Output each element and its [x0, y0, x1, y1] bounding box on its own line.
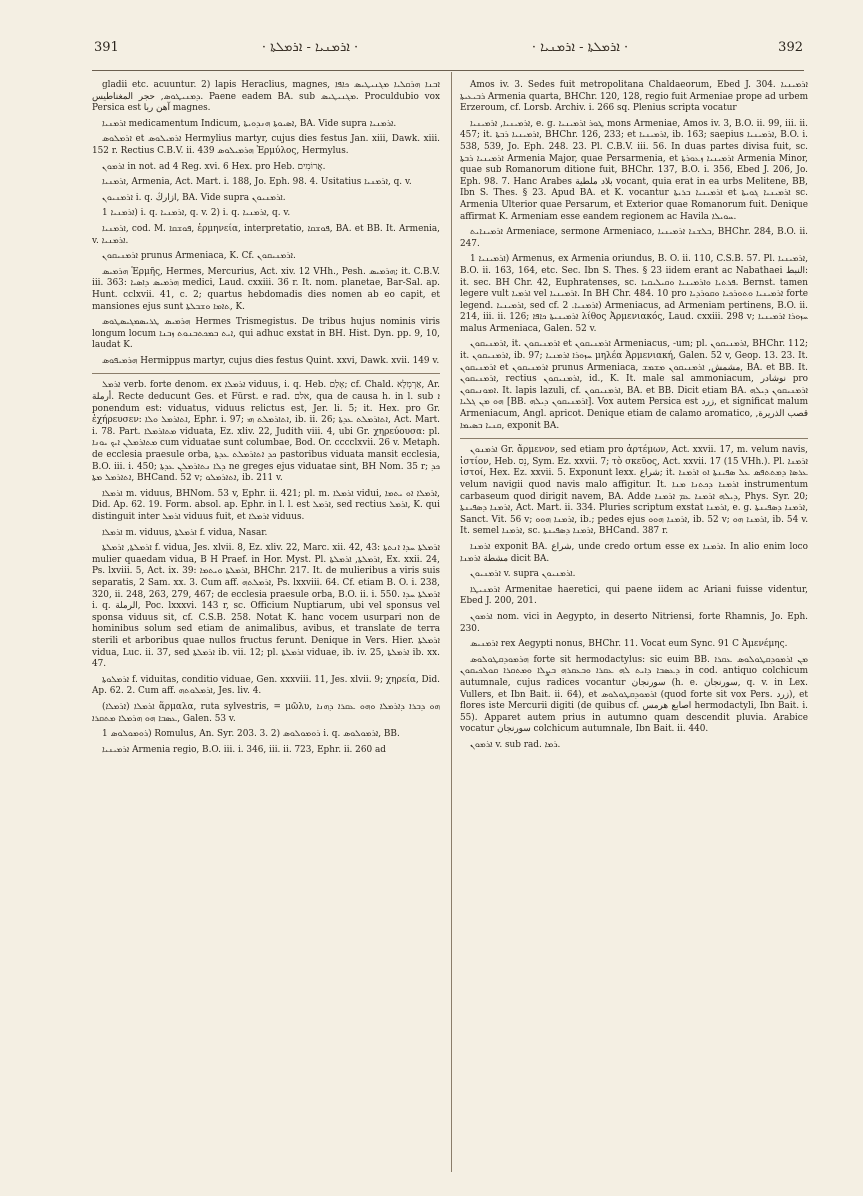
dictionary-entry: ܐܪܡܢܝܐ 1) i. q. ܐܪܡܢܝܐ, q. v. 2) i. q. ܐܪܡܢܝܐ, q. v.	[102, 208, 291, 219]
dictionary-entry: ܐܪܡܘܢ v. sub rad. ܪܡܐ.	[470, 739, 561, 750]
dictionary-entry: ܐܪܡܠ verb. forte denom. ex ܐܪܡܠܐ viduus, i. q. Heb. אָלַם; cf. Chald. אַרְמְלָא, Ar. أرملة. Recte deducunt Ges. et Fürst. e rad. אלם, qua de causa h. in l. sub ܐ ponendum est: viduatus, viduus relictus est, Jer. li. 5; it. Hex. pro Gr. ἐχήρευσεν: ܐܬܐܪܡܠ ܘܠܐ, Ephr. i. 97; ܐܬܐܪܡܠܬ ܗܝ, ib. ii. 26; ܐܬܐܪܡܠܬ ܥܕܬܐ, Act. Mart. i. 78. Part. ܡܬܐܪܡܠܐ viduata, Ez. xliv. 22, Judith viii. 4, ubi Gr. χηρεύουσα: pl. ܡܬܐܪܡܠܢ ܐܝܟ ܝܘܢܐ cum viduatae sunt columbae, Bod. Or. cccclxvii. 26 v. Metaph. de ecclesia praesule orba, ܟܕ ܐܬܐܪܡܠܬ ܥܕܬܐ pastoribus viduata mansit ecclesia, B.O. iii. i. 450; ܕܠܐ ܢܬܐܪܡܠܢ ܥܕܬܐ ne greges ejus viduatae sint, BH Nom. 35 r; ܟܕ ܐܬܐܪܡܠ ܡܬܐ, BHCand. 52 v; ܐܬܐܪܡܠܘ, ib. 211 v.	[92, 380, 441, 484]
page-number-right: 392	[778, 40, 803, 55]
dictionary-entry: ܐܪܡܠܘܬܐ f. viduitas, conditio viduae, Gen. xxxviii. 11, Jes. xlvii. 9; χηρεία, Did. Ap. 62. 2. Cum aff. ܐܪܡܠܘܬܗ, Jes. liv. 4.	[92, 674, 440, 697]
dictionary-entry: ܐܪܡܢܝܐ, Armenia, Act. Mart. i. 188, Jo. Eph. 98. 4. Usitatius ܐܪܡܢܝܐ, q. v.	[102, 177, 412, 188]
dictionary-entry: ܪܘܡܘܠܘܣ 1) Romulus, An. Syr. 203. 3. 2) ܪܘܡܘܠܘܣ i. q. ܐܪܡܘܠܘܣ, BB.	[102, 729, 400, 740]
dictionary-entry: Amos iv. 3. Sedes fuit metropolitana Chaldaeorum, Ebed J. 304. ܐܪܡܝܢܝܐ ܪܒܝܥܝܬܐ Armenia quarta, BHChr. 120, 128, regio fuit Armeniae prope ad urbem Erzeroum, cf. Lorsb. Archiv. i. 266 sq. Plenius scripta vocatur	[460, 80, 808, 114]
dictionary-entry: ܐܪܡܢܝܣ rex Aegypti nonus, BHChr. 11. Vocat eum Sync. 91 C Ἀμενέμης.	[470, 639, 788, 650]
dictionary-entry: ܗܪܡܝܦܘܣ Hermippus martyr, cujus dies festus Quint. xxvi, Dawk. xvii. 149 v.	[102, 355, 440, 366]
dictionary-entry: ܗܪܡܝܣ Ἑρμῆς, Hermes, Mercurius, Act. xiv. 12 VHh., Pesh. ܗܪܡܝܣ; it. C.B.V. iii. 363: ܗܪܡܝܣ ܕܐܣܝܐ medici, Laud. cxxiii. 36 r. It. nom. planetae, Bar-Sal. ap. Hunt. cclxvii. 41, c. 2; quartus hebdomadis dies nomen ab eo capit, et mansiones ejus sunt ܬܐܡܐ ܘܫܒܠܬܐ, K.	[92, 266, 440, 312]
dictionary-entry: ܐܪܡܠܐ (ܐܪܡܠܐ) ἅρμαλα, ruta sylvestris, = μῶλυ, ܗܘ ܕܒܪܐ ܕܐܪܡܠܐ ܘܗܘ ܥܩܪܐ ܕܗܢܐ ܥܣܒܐ ܗܘ ܗܪܡܠܐ ܡܬܩܪܐ, Galen. 53 v.	[92, 701, 440, 724]
dictionary-entry: ܐܪܡܢܝܘܢ v. supra ܐܪܡܢܝܘܢ.	[470, 569, 576, 580]
dictionary-entry: ܐܪܡܠܐ m. viduus, BHNom. 53 v, Ephr. ii. 421; pl. m. ܐܪܡܠܐ vidui, ܐܪܡܠܐ ܐܘ ܝܬܡܐ, Did. Ap. 62. 19. Form. absol. ap. Ephr. in l. l. est ܐܪܡܠ, sed rectius ܐܪܡܠ, K. qui distinguit inter ܐܪܡܠ viduus fuit, et ܐܪܡܠܐ viduus.	[92, 488, 440, 522]
dictionary-entry: ܐܪܡܠܬܐ, ܐܪܡܠܬܐ f. vidua, Jes. xlvii. 8, Ez. xliv. 22, Marc. xii. 42, 43: ܐܪܡܠܬܐ ܚܕܐ ܐܢܬܬܐ mulier quaedam vidua, B H Praef. in Hor. Myst. Pl. ܐܪܡܠܬܐ, ܐܪܡܠܬܐ, Ex. xxii. 24, Ps. lxviii. 5, Act. ix. 39: ܐܪܡܠܬܐ ܘܝܬܡܐ, BHChr. 217. It. de mulieribus a viris suis separatis, 2 Sam. xx. 3. Cum aff. ܐܪܡܠܬܗ, Ps. lxxviii. 64. Cf. etiam B. O. i. 238, 320, ii. 248, 263, 279, 467; de ecclesia praesule orba, B.O. ii. i. 550. ܐܪܡܠܬܐ ܚܕܐ i. q. الرملة, Poc. lxxxvi. 143 r, sc. Officium Nuptiarum, ubi vel sponsus vel sponsa viduus sit, cf. C.S.B. 258. Notat K. hanc vocem usurpari non de hominibus solum sed etiam de animalibus, avibus, et translate de terra sterili et arboribus quae nullos fructus ferunt. Denique in Vers. Hier. ܐܪܡܠܬܐ vidua, Luc. ii. 37, sed ܐܪܡܠܬܐ ib. vii. 12; pl. ܐܪܡܠܬܐ viduae, ib. iv. 25, ܐܪܡܠܬܐ ib. xx. 47.	[92, 543, 441, 670]
right-column	[460, 80, 808, 755]
dictionary-entry: ܐܪܡܢܐ exponit BA. شراع, unde credo ortum esse ex ܐܪܡܢܐ. In alio enim loco مشطة ܐܪܡܢܐ dicit BA.	[460, 541, 808, 564]
dictionary-entry: ܐܪܡܝܢܝܐ, ܐܪܡܝܢܝܐ, e. g. ܛܘܪ ܐܪܡܝܢܝܐ mons Armeniae, Amos iv. 3, B.O. ii. 99, iii. ii. 457; it. ܐܪܡܝܢܝܐ ܪܒܬܐ, BHChr. 126, 233; et ܐܪܡܝܢܝܐ, ib. 163; saepius ܐܪܡܝܢܝܐ, B.O. i. 538, 539, Jo. Eph. 248. 23. Pl. C.B.V. iii. 56. In duas partes divisa fuit, sc. ܐܪܡܝܢܝܐ ܪܒܬܐ Armenia Major, quae Persarmenia, et ܐܪܡܝܢܝܐ ܙܥܘܪܬܐ Armenia Minor, quae sub Romanorum ditione fuit, BHChr. 137, B.O. i. 356, Ebed J. 206, Jo. Eph. 98. 7. Hanc Arabes بلاد ملطية vocant, quia erat in ea urbs Melitene, BB, Ibn S. Thes. § 23. Apud BA. et K. vocantur ܐܪܡܝܢܝܐ ܒܪܝܬܐ et ܐܪܡܝܢܝܐ ܓܘܝܬܐ sc. Armenia Ulterior quae Persarum, et Exterior quae Romanorum fuit. Denique affirmat K. Armeniam esse eandem regionem ac Havila ܚܘܝܠܐ.	[460, 118, 808, 222]
dictionary-entry: ܐܪܡܢܘܢ Gr. ἄρμενον, sed etiam pro ἀρτέμων, Act. xxvii. 17, m. velum navis, ἱστίον, Heb. נֵס, Sym. Ez. xxvii. 7; τὸ σκεῦος, Act. xxvii. 17 (15 VHh.). Pl. ܐܪܡܢܐ ἱστοί, Hex. Ez. xxvii. 5. Exponunt lexx. شراع; it. ܥܪܣܐ ܕܡܬܬܦܣ ܥܠ ܣܦܝܢܬܐ ܐܘ ܐܪܡܢܐ velum navigii quod navis malo affigitur. It. ܐܪܡܢܐ ܕܟܬܢܐ ܡܢܐ instrumentum carbaseum quod dirigit navem, BA. Adde ܕܝܠܗ ܐܪܡܢܐ ܥܡ ܐܪܡܢܐ, Phys. Syr. 20; ܐܪܡܢܐ ܕܣܦܝܢܬܐ, Act. Mart. ii. 334. Pluries scriptum exstat ܐܪܡܢܐ, e. g. ܐܪܡܢܐ ܕܣܦܝܢܬܐ, Sanct. Vit. 56 v; ܐܪܡܢܐ ܗܘܘ, ib.; pedes ejus ܐܪܡܢܐ ܗܘܘ, ib. 52 v; ܐܪܡܢܐ ܗܘ, ib. 54 v. It. semel ܐܪܡܢܐ, sc. ܐܪܡܢܐ ܕܣܦܝܢܬܐ, BHCand. 387 r.	[460, 445, 809, 537]
dictionary-entry: ܐܪܡܢܝܐ medicamentum Indicum, ܐܣܝܘܬܐ ܗܢܕܘܝܬܐ, BA. Vide supra ܐܪܡܢܝܐ.	[102, 118, 397, 129]
dictionary-entry: ܐܪܡܘܢ nom. vici in Aegypto, in deserto Nitriensi, forte Rhamnis, Jo. Eph. 230.	[460, 611, 808, 634]
page-header	[0, 40, 863, 64]
dictionary-entry: ܗܪܡܝܣ ܛܪܝܣܡܓܝܣܛܘܣ Hermes Trismegistus. De tribus hujus nominis viris longum locum ܐܝܬ ܒܡܟܬܒܢܘܬ ܙܒܢܐ, qui adhuc exstat in BH. Hist. Dyn. pp. 9, 10, laudat K.	[92, 317, 441, 351]
dictionary-entry: ܐܪܡܝܢܐܝܬ Armeniace, sermone Armeniaco, ܒܠܫܢܐ ܐܪܡܝܢܝܐ, BHChr. 284, B.O. ii. 247.	[460, 227, 808, 249]
dictionary-entry: ܐܪܡܢܝܩܘܢ prunus Armeniaca, K. Cf. ܐܪܡܢܝܩܘܢ.	[102, 251, 296, 262]
dictionary-entry: ܐܪܡܠܘܣ et ܐܪܡܝܠܘܣ Hermylius martyr, cujus dies festus Jan. xiii, Dawk. xiii. 152 r. Rectius C.B.V. ii. 439 ܗܪܡܝܠܘܣ Ἑρμύλος, Hermylus.	[92, 134, 441, 156]
dictionary-entry: ܐܪܡܢܝܩܘܢ, it. ܐܪܡܢܝܩܘܢ et ܐܪܡܢܝܩܘܢ Armeniacus, -um; pl. ܐܪܡܢܝܩܘܢ, BHChr. 112; it. ܐܪܡܢܝܩܘܢ, ib. 97; ܚܙܘܪܐ ܐܪܡܢܝܐ μηλέα Ἀρμενιακή, Galen. 52 v, Geop. 13. 23. It. ܐܪܡܢܝܩܘܢ et ܐܪܡܢܝܩܘܢ prunus Armeniaca, مشمش, ܐܪܡܢܝܩܘܢ ܡܫܡܫ, BA. et BB. It. ܐܪܡܢܝܩܘܢ, rectius ܐܪܡܢܝܩܘܢ, id., K. It. male sal ammoniacum, نوشادر pro ܐܡܘܢܝܩܘܢ. It. lapis lazuli, cf. ܐܪܡܢܝܩܘܢ, BA. et BB. Dicit etiam BA. ܐܪܡܢܝܩܘܢ ܕܝܠܗ ܗܘ ܡܢ ܓܠܝܐ [BB. ܐܪܡܢܝܩܘܢ ܕܝܠܗ]. Vox autem Persica est زرد, et significat malum Armeniacum, Angl. apricot. Denique etiam de calamo aromatico, قصب الذريرة, ܩܢܝܐ ܒܣܝܡܐ, exponit BA.	[460, 339, 809, 431]
running-head-right: · ܐܪܡܠܬܐ - ܐܪܡܢܝܐ ·	[531, 40, 629, 55]
dictionary-entry: ܐܪܡܝܢܝܐ Armenia regio, B.O. iii. i. 346, iii. ii. 723, Ephr. ii. 260 ad	[102, 744, 386, 755]
dictionary-entry: ܐܪܡܢܝܘܢ i. q. ازارڭ, BA. Vide supra ܐܪܡܢܝܘܢ.	[102, 192, 286, 203]
dictionary-entry: ܐܪܡܘܢ in not. ad 4 Reg. xvi. 6 Hex. pro Heb. אֲרוֹמִים.	[102, 161, 326, 172]
dictionary-entry: ܐܪܡܝܢܝܐ 1) Armenus, ex Armenia oriundus, B. O. ii. 110, C.S.B. 57. Pl. ܐܪܡܝܢܝܐ, B.O. ii. 163, 164, etc. Sec. Ibn S. Thes. § 23 iidem erant ac Nabathaei النبط: it. sec. BH Chr. 42, Euphratenses, sc. ܦܪܬܝܐ ܘܐܪܡܝܢܝܐ ܘܩܝܠܝܩܝܐ. Bernst. tamen legere vult ܐܪܡܝܐ vel ܐܪܡܝܢܝܐ. In BH Chr. 484. 10 pro ܐܪܡܝܢܝܐ ܘܬܘܪܟܝܐ ܘܩܘܪܕܝܐ forte legend. ܐܪܡܝܢܝܐ, sed cf. ܐܪܡܢܝܐ. 2) Armeniacus, ad Armeniam pertinens, B.O. ii. 214, iii. ii. 126; ܐܪܡܝܢܝܬܐ ܟܐܦܐ λίθος Ἀρμενιακός, Laud. cxxiii. 298 v; ܚܙܘܪܐ ܐܪܡܝܢܝܐ malus Armeniaca, Galen. 52 v.	[460, 254, 809, 334]
running-head-left: · ܐܪܡܢܝܐ - ܐܪܡܠܬܐ ·	[261, 40, 359, 55]
section-separator	[460, 438, 808, 439]
dictionary-entry: ܐܪܡܢܝܐ, cod. M. ܦܘܫܩܐ, ἑρμηνεία, interpretatio, ܦܘܫܩܐ, BA. et BB. It. Armenia, v. ܐܪܡܢܝܐ.	[92, 223, 441, 246]
column-divider	[451, 72, 452, 1172]
page-number-left: 391	[94, 40, 119, 55]
section-separator	[92, 373, 440, 374]
dictionary-entry: ܐܪܡܢܝܛܐ Armenitae haeretici, qui paene iidem ac Ariani fuisse videntur, Ebed J. 200, 201.	[460, 584, 808, 607]
header-rule	[92, 70, 804, 71]
dictionary-entry: ܗܪܡܘܕܩܛܘܠܘܣ forte sit hermodactylus: sic euim BB. ܡܢ ܐܪܡܘܕܩܛܘܠܘܣ ܥܩܪܐ ܕܥܣܒܐ ܕܐܝܬ ܠܗ ܥܩܪܐ ܘܒܥܩܪܗ ܒܨܠܐ ܘܡܬܩܪܐ ܩܘܠܟܝܩܘܢ in cod. antiquo colchicum autumnale, cujus radices vocantur سورنجان (h. e. سورنجان, q. v. in Lex. Vullers, et Ibn Bait. ii. 64), et ܐܪܡܘܕܩܛܘܠܘܣ (quod forte sit vox Pers. زرد), et flores iste Mercurii digiti (de quibus cf. اصابع هرمس hermodactyli, Ibn Bait. i. 55). Apparet autem prius in autumno quam descendit pluvia. Arabice vocatur سورنجان colchicum autumnale, Ibn Bait. ii. 440.	[460, 654, 808, 735]
left-column	[92, 80, 440, 760]
dictionary-entry: gladii etc. acuuntur. 2) lapis Heraclius, magnes, ܐܒܢܐ ܗܪܩܠܝܐ ܡܓܢܝܛܝܣ ܟܐܦܐ ܕܡܢܝܛܘܣ, حجر المغناطيس. Paene eadem BA. sub ܡܓܢܝܛܝܣ. Proculdubio vox Persica est آهن ربا magnes.	[92, 80, 441, 114]
dictionary-entry: ܐܪܡܠܐ m. viduus, ܐܪܡܠܬܐ f. vidua, Nasar.	[102, 527, 268, 538]
